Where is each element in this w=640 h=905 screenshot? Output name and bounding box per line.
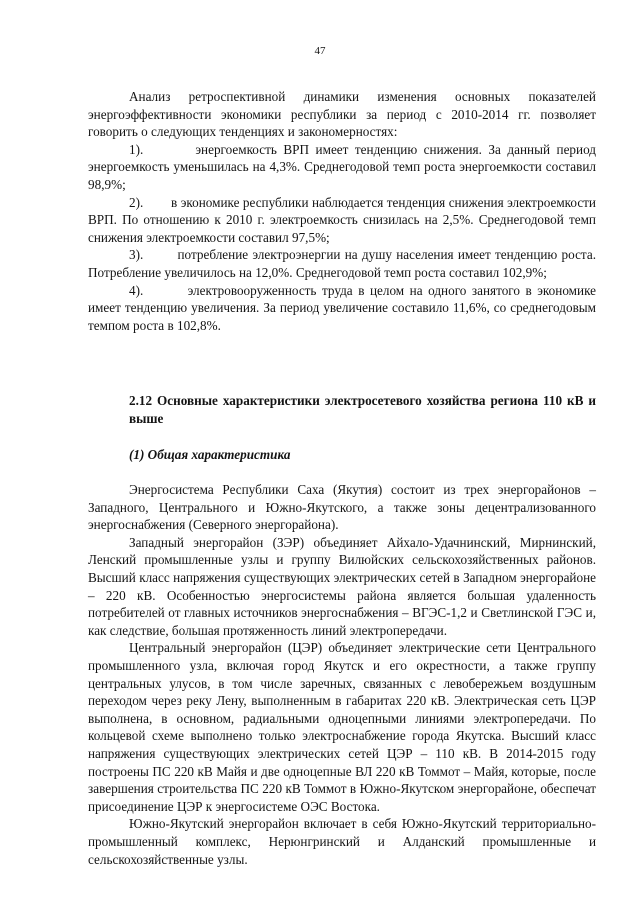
- list-item-text: в экономике республики наблюдается тенденция снижения электроемкости ВРП. По отношению к 2010 г. электроемкость снизилась на 2,5%. Среднегодовой темп снижения электроемкости составил 97,5%;: [88, 194, 596, 245]
- body-paragraph: Южно-Якутский энергорайон включает в себя Южно-Якутский территориально-промышленный комплекс, Нерюнгринский и Алданский промышленные и сельскохозяйственные узлы.: [88, 816, 596, 867]
- list-item-number: 3).: [129, 247, 144, 263]
- list-item: [88, 141, 596, 194]
- list-item-number: 4).: [129, 282, 144, 298]
- list-item-text: энергоемкость ВРП имеет тенденцию снижения. За данный период энергоемкость уменьшилась на 4,3%. Среднегодовой темп роста энергоемкости составил 98,9%;: [88, 141, 596, 192]
- page-content: [88, 88, 596, 868]
- intro-paragraph: Анализ ретроспективной динамики изменения основных показателей энергоэффективности экономики республики за период с 2010-2014 гг. позволяет говорить о следующих тенденциях и закономерностях:: [88, 89, 596, 140]
- page-number: 47: [314, 45, 326, 57]
- list-item-number: 1).: [129, 141, 144, 157]
- spacer: [88, 463, 596, 481]
- list-item: [88, 282, 596, 335]
- list-item: [88, 246, 596, 281]
- list-item-text: потребление электроэнергии на душу населения имеет тенденцию роста. Потребление увеличилось на 12,0%. Среднегодовой темп роста составил 102,9%;: [88, 247, 597, 280]
- list-item-number: 2).: [129, 194, 144, 210]
- body-paragraph: Западный энергорайон (ЗЭР) объединяет Айхало-Удачнинский, Мирнинский, Ленский промышленные узлы и группу Вилюйских сельскохозяйственных районов. Высший класс напряжения существующих электрических сетей в Западном энергорайоне – 220 кВ. Особенностью энергосистемы района является большая удаленность потребителей от главных источников энергоснабжения – ВГЭС-1,2 и Светлинской ГЭС и, как следствие, большая протяженность линий электропередачи.: [88, 534, 596, 638]
- body-paragraph: Энергосистема Республики Саха (Якутия) состоит из трех энергорайонов – Западного, Центрального и Южно-Якутского, а также зоны децентрализованного энергоснабжения (Северного энергорайона).: [88, 482, 596, 533]
- section-heading: 2.12 Основные характеристики электросетевого хозяйства региона 110 кВ и выше: [129, 393, 596, 426]
- body-paragraph: Центральный энергорайон (ЦЭР) объединяет электрические сети Центрального промышленного узла, включая город Якутск и его окрестности, а также группу центральных улусов, в том числе заречных, связанных с левобережьем воздушным переходом через реку Лену, выполненным в габаритах 220 кВ. Электрическая сеть ЦЭР выполнена, в основном, радиальными одноцепными линиями электропередачи. По кольцевой схеме выполнено только электроснабжение города Якутска. Высший класс напряжения существующих электрических сетей ЦЭР – 110 кВ. В 2014-2015 году построены ПС 220 кВ Майя и две одноцепные ВЛ 220 кВ Томмот – Майя, которые, после завершения строительства ПС 220 кВ Томмот в Южно-Якутском энергорайоне, обеспечат присоединение ЦЭР к энергосистеме ОЭС Востока.: [88, 640, 596, 814]
- subsection-heading: (1) Общая характеристика: [129, 446, 291, 462]
- list-item: [88, 194, 596, 247]
- list-item-text: электровооруженность труда в целом на одного занятого в экономике имеет тенденцию увеличения. За период увеличение составило 11,6%, со среднегодовым темпом роста в 102,8%.: [88, 282, 596, 333]
